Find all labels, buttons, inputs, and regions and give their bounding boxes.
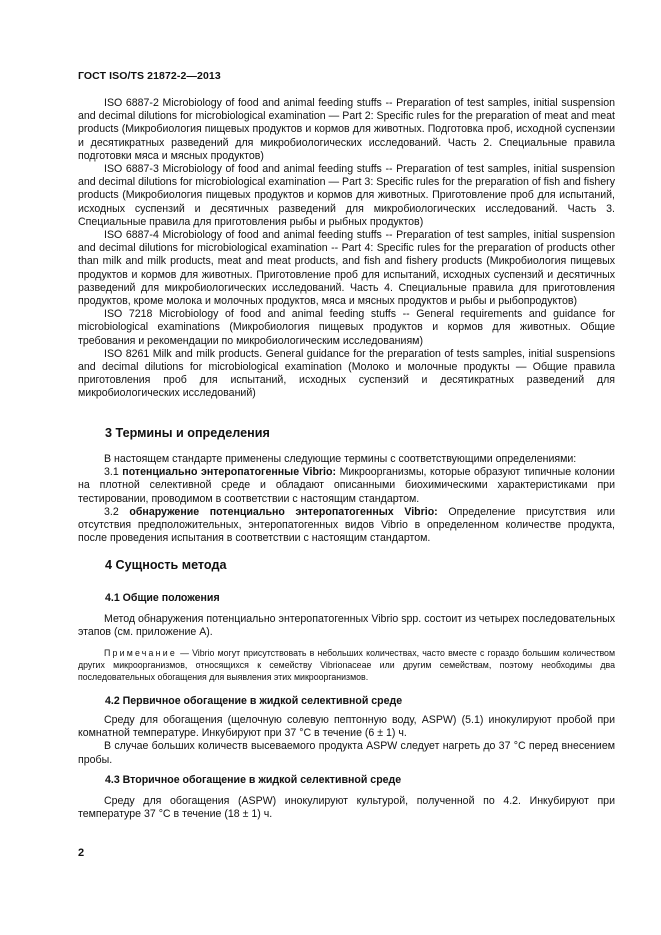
reference-item: ISO 8261 Milk and milk products. General guidance for the preparation of tests samples, initial suspensions and decimal dilutions for microbiological examination (Молоко и молочные продукты — Общие правила приготовления проб для испытаний, исходных суспензий и десятикратных разведений для микробиологических исследований): [78, 347, 615, 400]
section-4-title: 4 Сущность метода: [105, 558, 227, 572]
page-number: 2: [78, 847, 85, 859]
section-4-3-title: 4.3 Вторичное обогащение в жидкой селективной среде: [105, 774, 402, 786]
note: [78, 647, 615, 683]
definition-text: Микроорганизмы, которые образуют типичные колонии на плотной селективной среде и обладают описанными биохимическими характеристиками при тестировании, проводимом в соответствии с настоящим стандартом.: [78, 466, 615, 505]
reference-item: ISO 6887-3 Microbiology of food and animal feeding stuffs -- Preparation of test samples, initial suspension and decimal dilutions for microbiological examination — Part 3: Specific rules for the preparation of fish and fishery products (Микробиология пищевых продуктов и кормов для животных. Приготовление проб для испытаний, исходных суспензий и десятичных разведений для микробиологических исследований. Часть 3. Специальные правила для приготовления рыбы и рыбных продуктов): [78, 163, 615, 228]
document-header: ГОСТ ISO/TS 21872-2—2013: [78, 70, 221, 82]
section-4-1-body: [78, 613, 615, 683]
section-4-3-body: [78, 795, 615, 821]
section-4-1-title: 4.1 Общие положения: [105, 592, 220, 604]
section-4-2-body: [78, 714, 615, 767]
section-4-2-para: Среду для обогащения (щелочную солевую пептонную воду, ASPW) (5.1) инокулируют пробой при комнатной температуре. Инкубируют при 37 °С в течение (6 ± 1) ч.: [78, 714, 615, 740]
definition-term: потенциально энтеропатогенные Vibrio:: [122, 466, 336, 479]
note-text: — Vibrio могут присутствовать в небольших количествах, часто вместе с гораздо большим количеством других микроорганизмов, относящихся к семейству Vibrionaceae или другим семействам, поэтому необходимы два последовательных обогащения для выявления этих микроорганизмов.: [78, 648, 615, 683]
section-3-body: [78, 453, 615, 545]
section-4-2-para: В случае больших количеств высеваемого продукта ASPW следует нагреть до 37 °С перед внесением пробы.: [78, 740, 615, 766]
definition-number: 3.2: [104, 505, 119, 518]
reference-item: ISO 6887-2 Microbiology of food and animal feeding stuffs -- Preparation of test samples, initial suspension and decimal dilutions for microbiological examination — Part 2: Specific rules for the preparation of meat and meat products (Микробиология пищевых продуктов и кормов для животных. Подготовка проб, исходной суспензии и десятикратных разведений для микробиологических исследований. Часть 2. Специальные правила подготовки мяса и мясных продуктов): [78, 97, 615, 162]
definition-3-1: [78, 466, 615, 506]
section-3-title: 3 Термины и определения: [105, 426, 270, 440]
reference-item: ISO 7218 Microbiology of food and animal feeding stuffs -- General requirements and guidance for microbiological examinations (Микробиология пищевых продуктов и кормов для животных. Общие требования и рекомендации по микробиологическим исследованиям): [78, 308, 615, 347]
section-3-intro: В настоящем стандарте применены следующие термины с соответствующими определениями:: [104, 453, 577, 465]
definition-number: 3.1: [104, 466, 119, 479]
definition-3-2: [78, 506, 615, 546]
definition-text: Определение присутствия или отсутствия предположительных, энтеропатогенных видов Vibrio в определенном количестве продукта, после проведения испытания в соответствии с настоящим стандартом.: [78, 505, 615, 545]
section-4-2-title: 4.2 Первичное обогащение в жидкой селективной среде: [105, 695, 403, 707]
section-4-1-text: Метод обнаружения потенциально энтеропатогенных Vibrio spp. состоит из четырех последовательных этапов (см. приложение А).: [78, 613, 615, 639]
section-4-3-para: Среду для обогащения (ASPW) инокулируют культурой, полученной по 4.2. Инкубируют при температуре 37 °С в течение (18 ± 1) ч.: [78, 795, 615, 821]
normative-references: [78, 97, 615, 401]
definition-term: обнаружение потенциально энтеропатогенных Vibrio:: [129, 505, 438, 518]
reference-item: ISO 6887-4 Microbiology of food and animal feeding stuffs -- Preparation of test samples, initial suspension and decimal dilutions for microbiological examination -- Part 4: Specific rules for the preparation of products other than milk and milk products, meat and meat products, and fish and fishery products (Микробиология пищевых продуктов и кормов для животных. Приготовление проб для испытаний, исходных суспензий и десятичных разведений для микробиологических исследований. Часть 4. Специальные правила для приготовления продуктов, кроме молока и молочных продуктов, мяса и мясных продуктов и рыбы и рыбопродуктов): [78, 229, 615, 308]
note-label: Примечание: [104, 648, 177, 659]
